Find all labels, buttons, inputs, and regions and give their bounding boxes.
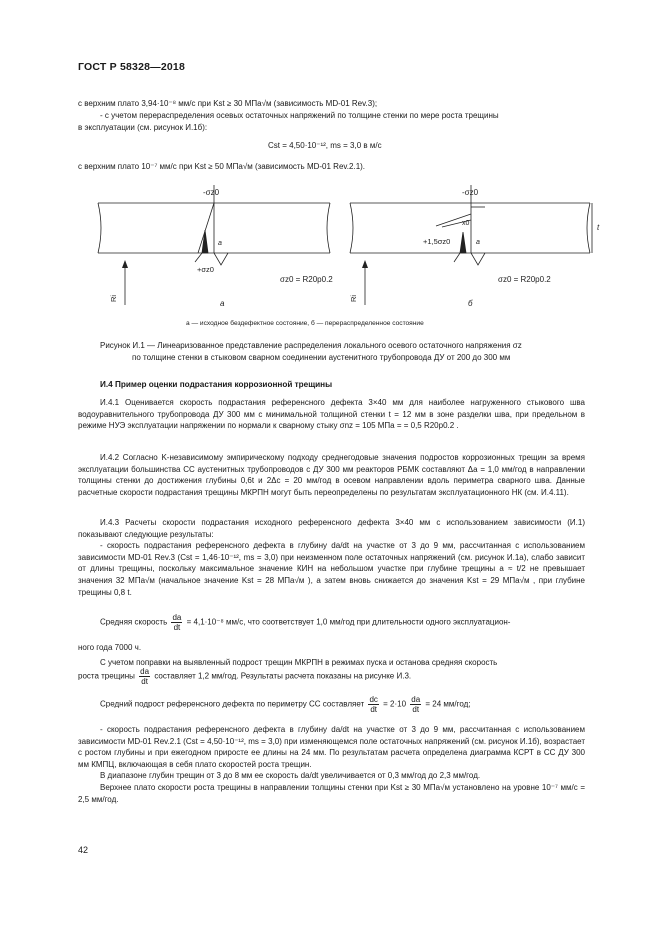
fraction: $\frac{dc}{dt}$ [369, 695, 378, 714]
label-x0: x0 [462, 220, 470, 227]
figure-legend: а — исходное бездефектное состояние, б — перераспределенное состояние [186, 320, 424, 327]
label-plus-sigma: +σz0 [197, 265, 214, 274]
paragraph-text: Верхнее плато скорости роста трещины в направлении толщины стенки при Kst ≥ 30 МПа√м установлено на уровне 10⁻⁷ мм/с = 2,5 мм/год. [78, 782, 585, 804]
paragraph [78, 397, 585, 432]
label-a-b: a [476, 239, 480, 246]
paragraph [78, 517, 585, 598]
paragraph [78, 452, 585, 498]
label-sigma-eq: σz0 = R20p0.2 [280, 275, 333, 284]
equation-line: роста трещины $\frac{da}{dt}$ составляет 1,2 мм/год. Результаты расчета показаны на рисунке И.3. [78, 667, 412, 686]
paragraph-text: И.4.2 Согласно K-независимому эмпирическому подходу среднегодовые значения подростов коррозионных трещин за время эксплуатации большинства СС аустенитных трубопроводов с ДУ 300 мм реакторов РБМК составляют Δa = 1,0 мм/год в направлении толщины стенки до достижения глубины 0,6t и 2Δc = 20 мм/год в осевом направлении вдоль периметра сварного шва. Данные расчетные скорости подрастания трещины МКРПН могут быть переопределены по результатам эксплуатационного НК (см. И.4.11). [78, 453, 585, 497]
paragraph-text: В диапазоне глубин трещин от 3 до 8 мм ее скорость da/dt увеличивается от 0,3 мм/год до 2,3 мм/год. [100, 771, 481, 781]
paragraph-text: - скорость подрастания референсного дефекта в глубину da/dt на участке от 3 до 9 мм, рассчитанная с использованием зависимости MD-01 Rev.3 (Cst = 1,46·10⁻¹², ms = 3,0) при неизменном поле остаточных напряжений (см. рисунок И.1а), слабо зависит от длины трещины, поскольку максимальное значение КИН на небольшом участке при глубине трещины a ≈ t/2 не превышает значения 32 МПа√м (начальное значение Kst = 28 МПа√м ), а затем вновь снижается до значения Kst = 29 МПа√м , при глубине трещины 0,8 t. [78, 541, 585, 597]
label-radius-b: Ri [349, 294, 358, 302]
figure-caption: по толщине стенки в стыковом сварном соединении аустенитного трубопровода ДУ от 200 до 300 мм [132, 353, 511, 362]
document-header: ГОСТ Р 58328—2018 [78, 61, 186, 73]
figure-caption: Рисунок И.1 — Линеаризованное представление распределения локального осевого остаточного напряжения σz [100, 341, 522, 350]
label-a: a [218, 240, 222, 247]
label-thickness: t [597, 223, 600, 232]
residual-stress-figure [90, 180, 610, 335]
text-line: С учетом поправки на выявленный подрост трещин МКРПН в режимах пуска и останова средняя скорость [100, 658, 498, 667]
label-sigma-top-b: -σz0 [462, 188, 479, 197]
panel-label-b: б [468, 299, 473, 308]
fraction: $\frac{da}{dt}$ [140, 667, 150, 686]
paragraph [78, 724, 585, 805]
label-radius: Ri [109, 294, 118, 302]
text-line: в эксплуатации (см. рисунок И.1б): [78, 123, 208, 132]
text-line: ного года 7000 ч. [78, 643, 142, 652]
equation: Cst = 4,50·10⁻¹², ms = 3,0 в м/с [268, 141, 382, 150]
label-sigma-eq-b: σz0 = R20p0.2 [498, 275, 551, 284]
label-15sigma: +1,5σz0 [423, 237, 451, 246]
text-line: - с учетом перераспределения осевых остаточных напряжений по толщине стенки по мере роста трещины [100, 111, 499, 120]
fraction: $\frac{da}{dt}$ [172, 613, 182, 632]
text-line: с верхним плато 10⁻⁷ мм/с при Kst ≥ 50 МПа√м (зависимость MD-01 Rev.2.1). [78, 162, 366, 171]
fraction: $\frac{da}{dt}$ [411, 695, 421, 714]
label-sigma-top: -σz0 [203, 188, 220, 197]
paragraph-text: И.4.1 Оценивается скорость подрастания референсного дефекта 3×40 мм для наиболее нагруженного стыкового шва водоуравнительного трубопровода ДУ 300 мм с минимальной толщиной стенки t = 12 мм в зоне разделки шва, при предельном в режиме НУЭ эксплуатации напряжении по нормали к сварному стыку σnz = 105 МПа = = 0,5 R20p0.2 . [78, 398, 585, 431]
section-title: И.4 Пример оценки подрастания коррозионной трещины [100, 380, 333, 389]
equation-line: Средняя скорость $\frac{da}{dt}$ = 4,1·10⁻⁸ мм/с, что соответствует 1,0 мм/год при длительности одного эксплуатацион- [100, 613, 511, 632]
page-number: 42 [78, 845, 89, 855]
text-line: с верхним плато 3,94·10⁻⁸ мм/с при Kst ≥ 30 МПа√м (зависимость MD-01 Rev.3); [78, 99, 378, 108]
paragraph-text: И.4.3 Расчеты скорости подрастания исходного референсного дефекта 3×40 мм с использованием зависимости (И.1) показывают следующие результаты: [78, 518, 585, 539]
panel-label-a: а [220, 299, 225, 308]
equation-line: Средний подрост референсного дефекта по периметру СС составляет $\frac{dc}{dt}$ = 2·10 $\frac{da}{dt}$ = 24 мм/год; [100, 695, 471, 714]
paragraph-text: - скорость подрастания референсного дефекта в глубину da/dt на участке от 3 до 9 мм, рассчитанная с использованием зависимости MD-01 Rev.2.1 (Cst = 4,50·10⁻¹², ms = 3,0) при изменяющемся поле остаточных напряжений (см. рисунок И.1б), возрастает с ростом глубины и при ежегодном приросте ее длины на 24 мм. По результатам расчета определена диаграмма КСРТ в СС ДУ 300 мм КМПЦ, включающая в себя плато скоростей роста трещин. [78, 725, 585, 769]
